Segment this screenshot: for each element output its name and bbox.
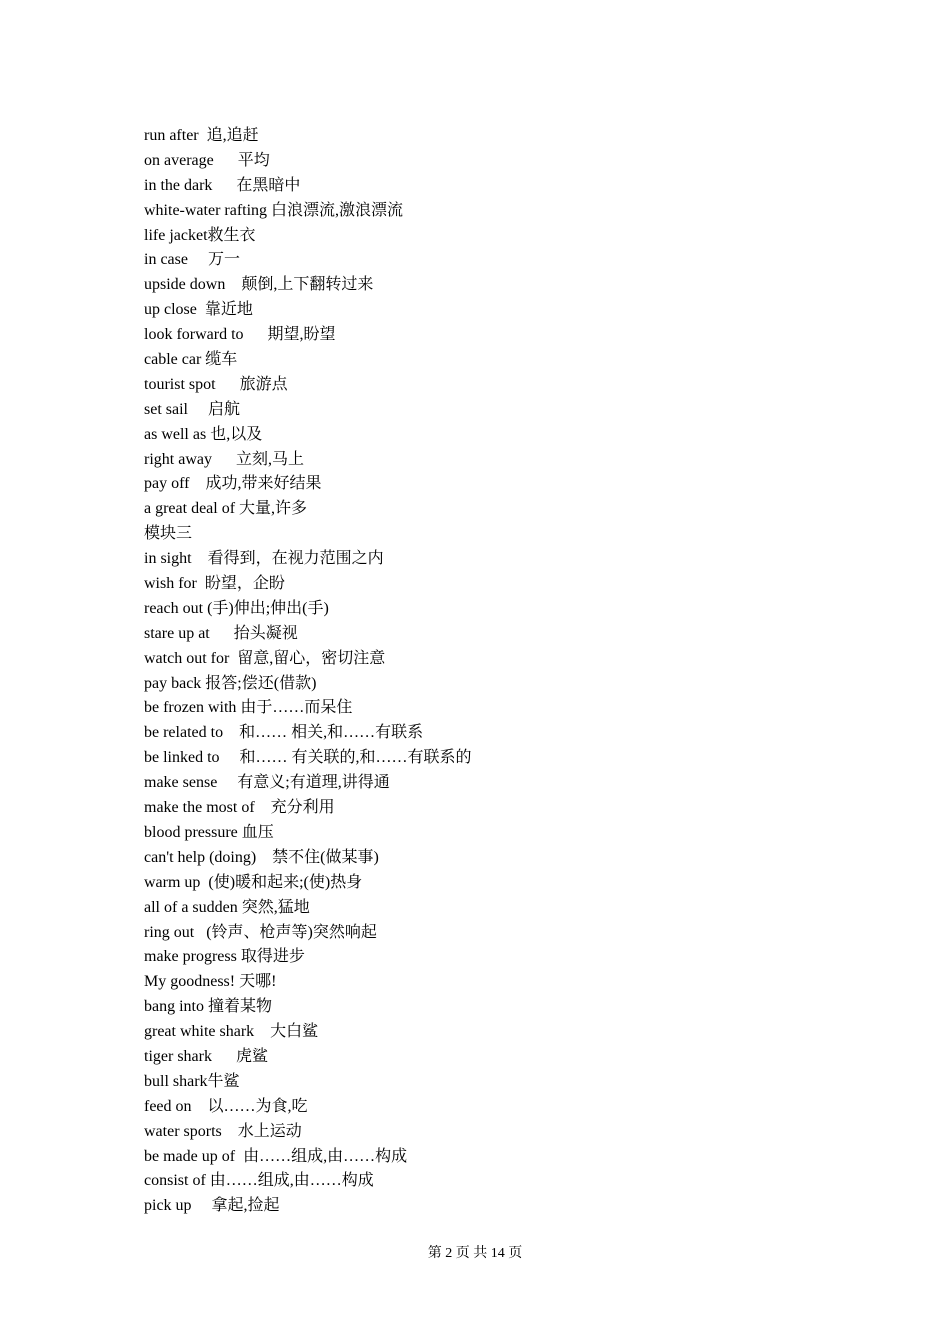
phrase-line: great white shark 大白鲨 [144,1023,319,1041]
phrase-line: cable car 缆车 [144,351,238,369]
phrase-line: tourist spot 旅游点 [144,375,288,393]
phrase-line: consist of 由……组成,由……构成 [144,1172,374,1190]
phrase-line: ring out (铃声、枪声等)突然响起 [144,923,377,941]
phrase-line: wish for 盼望，企盼 [144,575,285,593]
phrase-line: right away 立刻,马上 [144,450,304,468]
phrase-line: blood pressure 血压 [144,823,274,841]
phrase-line: pay off 成功,带来好结果 [144,475,322,493]
phrase-line: water sports 水上运动 [144,1122,302,1140]
phrase-line: make the most of 充分利用 [144,799,335,817]
phrase-line: a great deal of 大量,许多 [144,500,308,518]
page-footer: 第 2 页 共 14 页 [427,1246,523,1261]
phrase-line: bang into 撞着某物 [144,998,272,1016]
phrase-line: run after 追,追赶 [144,127,259,144]
phrase-line: watch out for 留意,留心，密切注意 [144,649,386,667]
phrase-line: My goodness! 天哪! [144,973,277,991]
phrase-line: in case 万一 [144,251,240,269]
phrase-line: be frozen with 由于……而呆住 [144,699,353,717]
phrase-line: tiger shark 虎鲨 [144,1047,268,1065]
phrase-line: look forward to 期望,盼望 [144,326,336,344]
phrase-line: be made up of 由……组成,由……构成 [144,1147,408,1165]
phrase-line: all of a sudden 突然,猛地 [144,898,310,916]
phrase-line: reach out (手)伸出;伸出(手) [144,599,329,617]
phrase-line: stare up at 抬头凝视 [144,624,298,642]
phrase-line: on average 平均 [144,151,270,169]
phrase-line: as well as 也,以及 [144,425,263,443]
phrase-line: white-water rafting 白浪漂流,激浪漂流 [144,201,404,219]
phrase-line: feed on 以……为食,吃 [144,1097,308,1115]
phrase-line: pick up 拿起,捡起 [144,1197,280,1215]
phrase-line: in the dark 在黑暗中 [144,176,301,194]
phrase-line: set sail 启航 [144,400,240,418]
phrase-line: make progress 取得进步 [144,948,305,966]
phrase-line: in sight 看得到，在视力范围之内 [144,550,384,568]
phrase-line: upside down 颠倒,上下翻转过来 [144,276,374,294]
phrase-line: warm up (使)暖和起来;(使)热身 [144,873,363,891]
phrase-line: be linked to 和…… 有关联的,和……有联系的 [144,749,472,767]
phrase-line: 模块三 [144,525,193,543]
phrase-line: be related to 和…… 相关,和……有联系 [144,724,424,742]
phrase-line: up close 靠近地 [144,301,253,319]
phrase-line: pay back 报答;偿还(借款) [144,674,317,692]
phrase-list [144,124,844,1219]
phrase-line: life jacket救生衣 [144,226,256,244]
phrase-line: make sense 有意义;有道理,讲得通 [144,774,390,792]
phrase-line: bull shark牛鲨 [144,1072,240,1090]
phrase-line: can't help (doing) 禁不住(做某事) [144,848,379,866]
